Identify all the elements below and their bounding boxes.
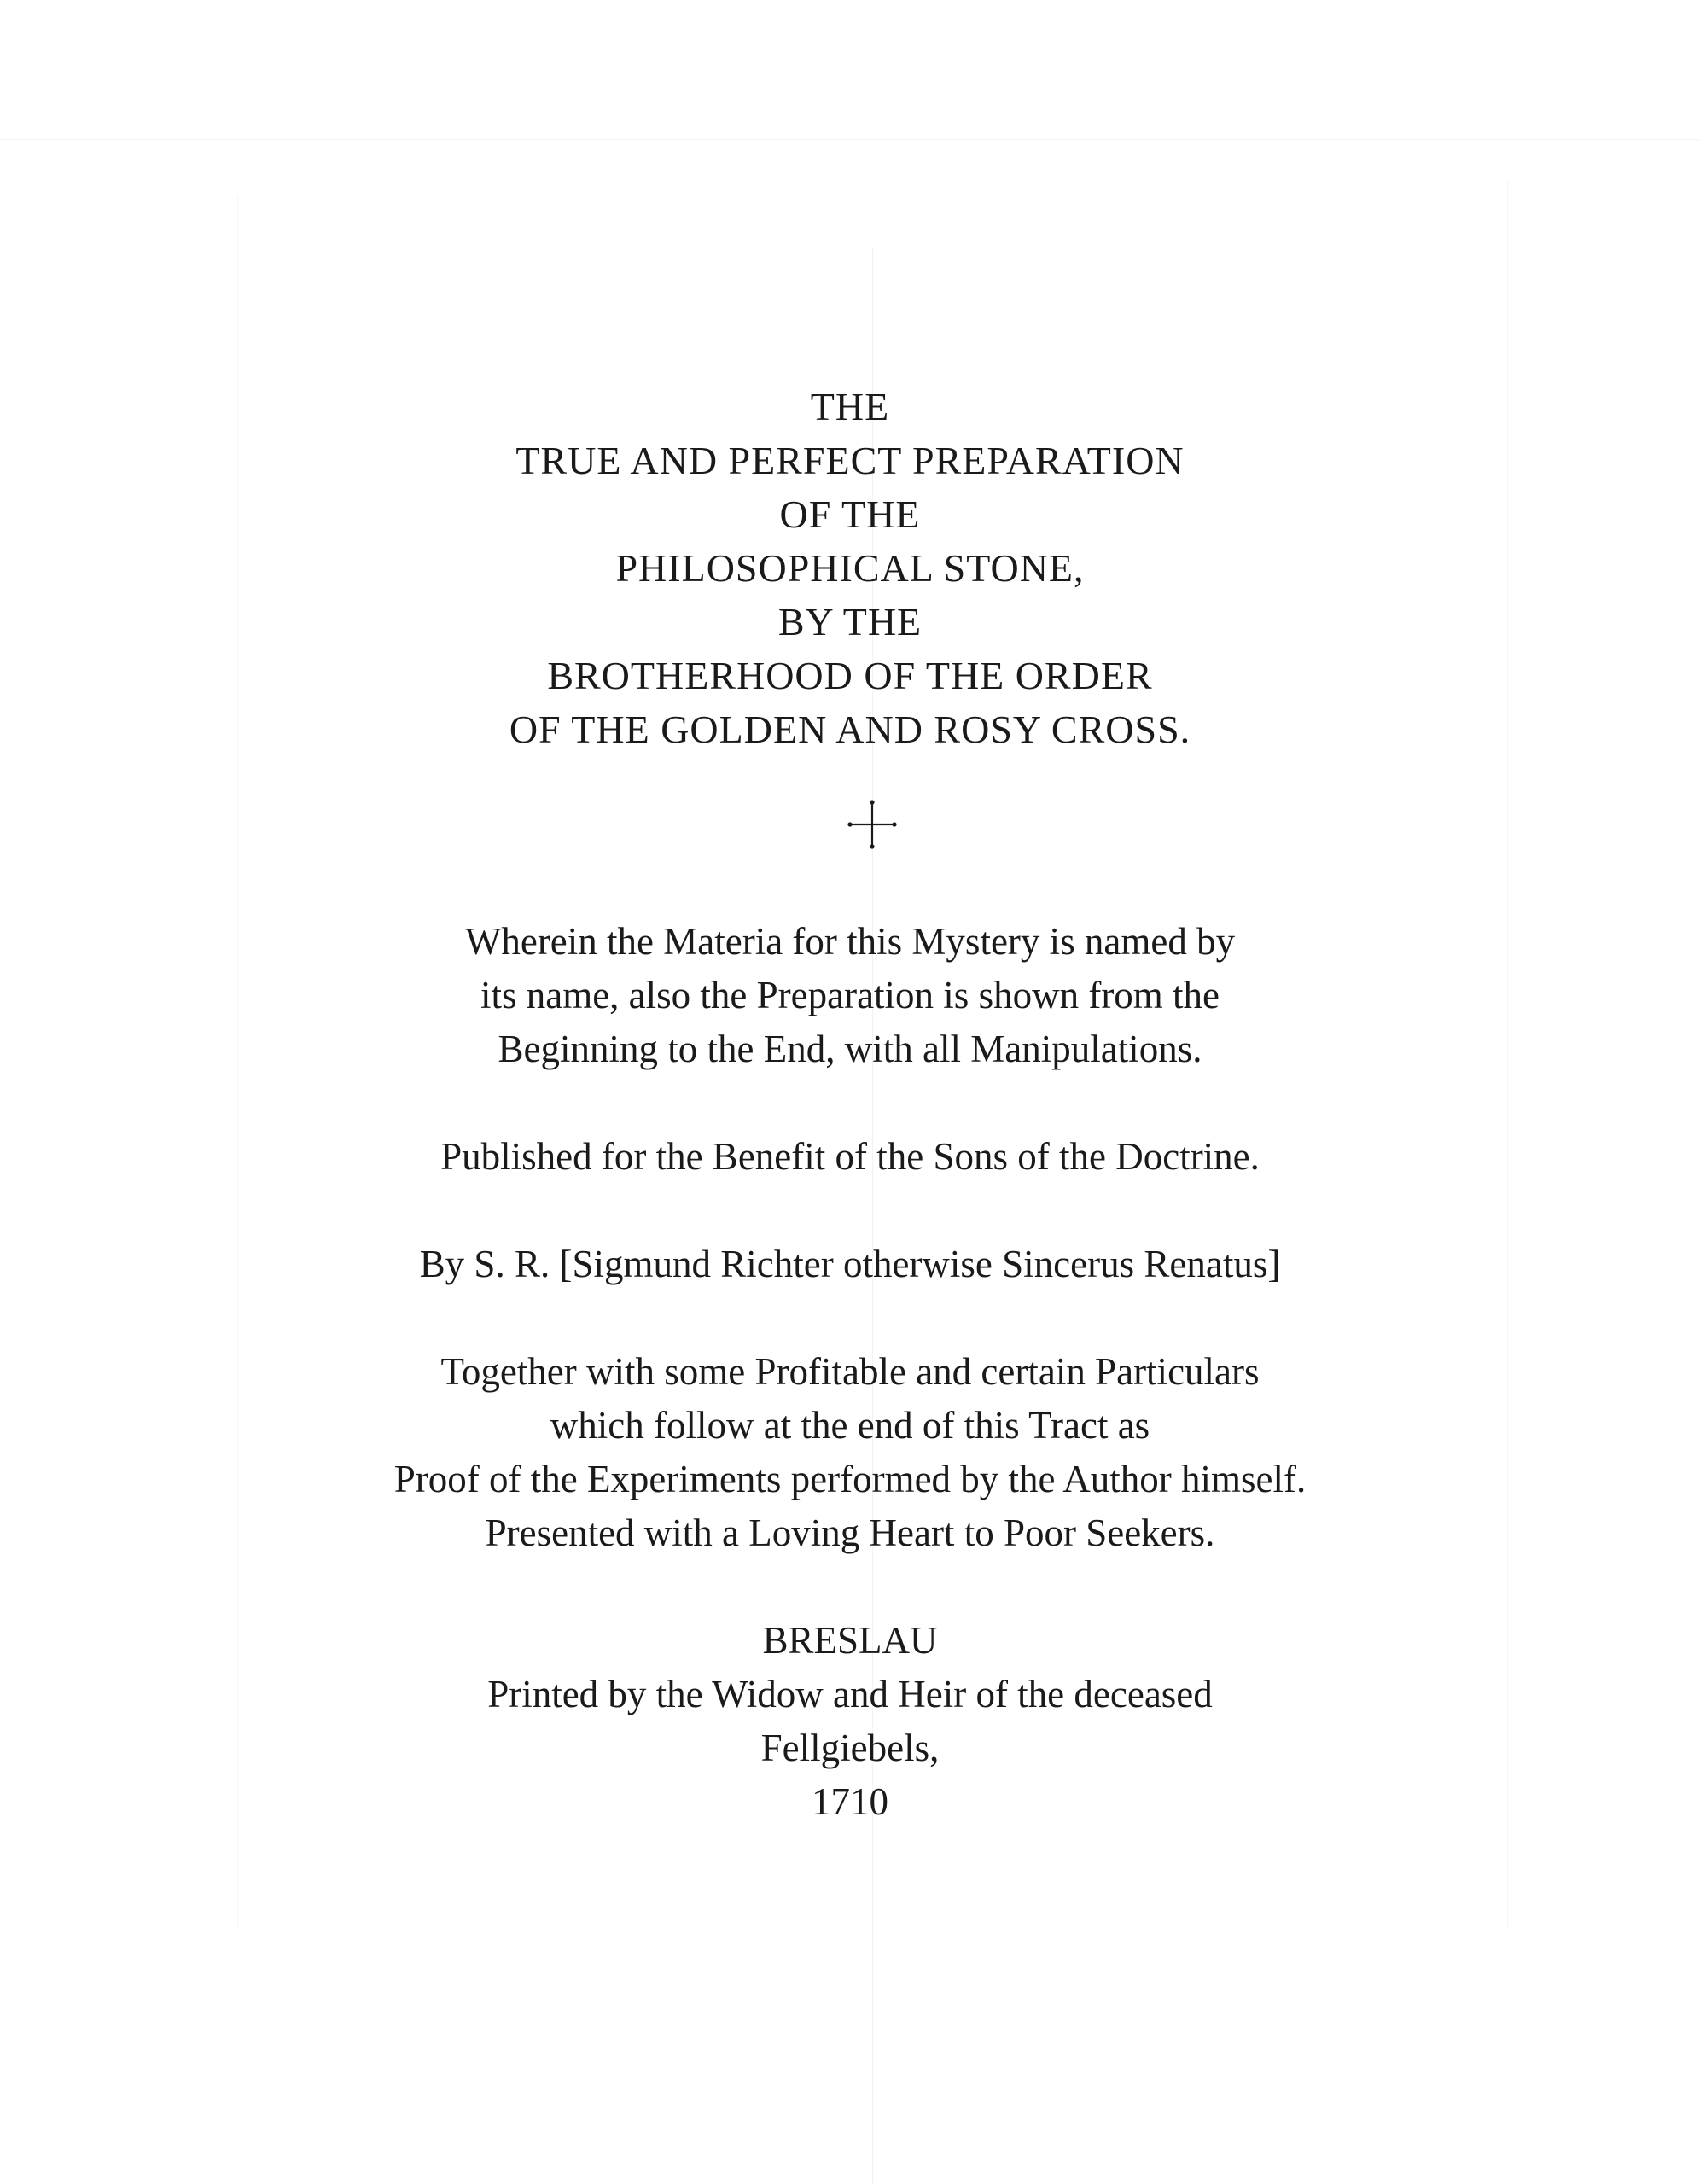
description-paragraph (0, 915, 1700, 1076)
author-line: By S. R. [Sigmund Richter otherwise Sincerus Renatus] (419, 1243, 1281, 1285)
title-line: BROTHERHOOD OF THE ORDER (547, 654, 1153, 697)
imprint-printer: Printed by the Widow and Heir of the deceased (487, 1673, 1213, 1715)
title-line: BY THE (777, 600, 923, 644)
particulars-line: Proof of the Experiments performed by the Author himself. (393, 1458, 1307, 1500)
title-line: OF THE GOLDEN AND ROSY CROSS. (509, 708, 1191, 751)
title-line: PHILOSOPHICAL STONE, (615, 546, 1085, 590)
particulars-line: Presented with a Loving Heart to Poor Seekers. (485, 1511, 1215, 1554)
scan-artifact-line (0, 139, 1700, 140)
book-title (0, 380, 1700, 756)
cross-ornament-icon (847, 799, 898, 850)
description-line: Beginning to the End, with all Manipulations. (498, 1028, 1202, 1070)
title-line: TRUE AND PERFECT PREPARATION (515, 439, 1185, 482)
imprint-printer: Fellgiebels, (760, 1727, 940, 1769)
particulars-line: which follow at the end of this Tract as (550, 1404, 1150, 1447)
published-note: Published for the Benefit of the Sons of the Doctrine. (440, 1135, 1260, 1178)
description-line: its name, also the Preparation is shown from the (480, 974, 1220, 1016)
title-line: THE (810, 385, 890, 428)
particulars-line: Together with some Profitable and certain Particulars (440, 1350, 1260, 1393)
title-page-body (0, 915, 1700, 1829)
imprint (0, 1614, 1700, 1829)
imprint-city: BRESLAU (762, 1619, 938, 1662)
imprint-year: 1710 (812, 1780, 888, 1823)
particulars-paragraph (0, 1345, 1700, 1560)
title-line: OF THE (779, 492, 921, 536)
description-line: Wherein the Materia for this Mystery is named by (464, 920, 1236, 963)
